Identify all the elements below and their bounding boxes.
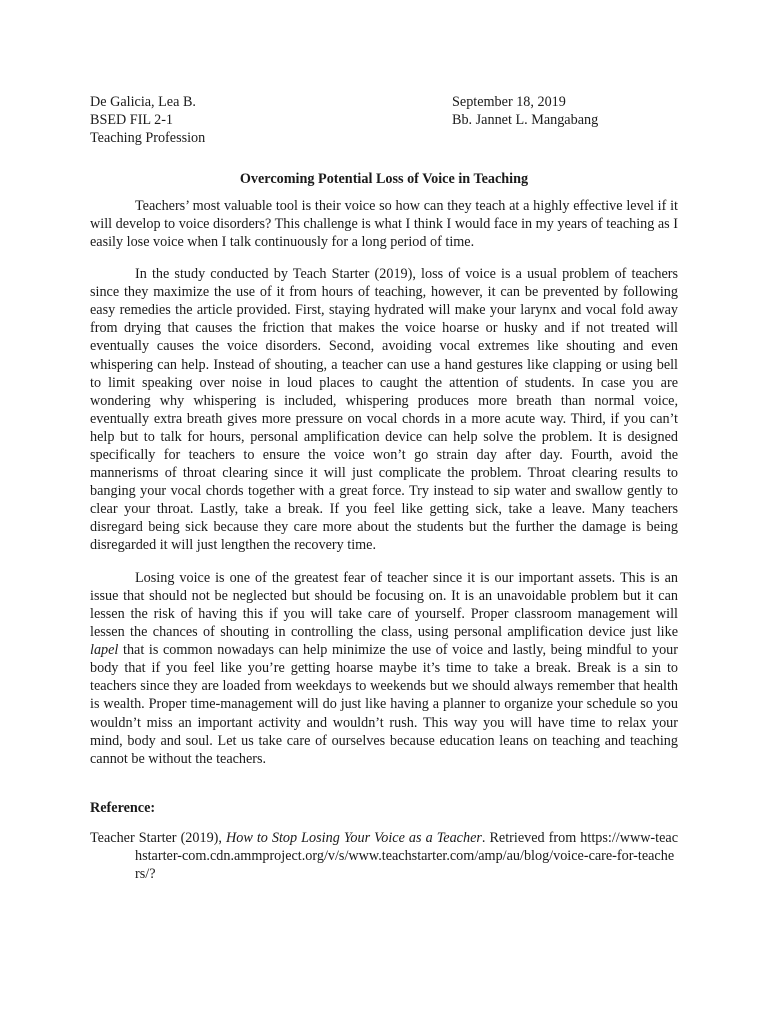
document-page: [90, 93, 678, 883]
document-header: [90, 93, 678, 148]
reference-retrieved: . Retrieved from: [481, 829, 581, 846]
paragraph-3-text-end: that is common nowadays can help minimize the use of voice and lastly, being mindful to your body that if you feel like you’re getting hoarse maybe it’s time to take a break. Break is a sin to teachers since they are loaded from weekdays to weekends but we should always remember that health is wealth. Proper time-management will do just like having a planner to organize your schedule so you wouldn’t miss an important activity and wouldn’t rush. This way you will have time to relax your mind, body and soul. Let us take care of ourselves because education leans on teaching and teaching cannot be without the teachers.: [90, 642, 678, 767]
student-section: BSED FIL 2-1: [90, 112, 174, 129]
student-info: [90, 93, 452, 148]
reference-title: How to Stop Losing Your Voice as a Teacher: [225, 829, 482, 846]
instructor-name: Bb. Jannet L. Mangabang: [452, 112, 599, 129]
reference-heading: Reference:: [90, 799, 156, 816]
submission-date: September 18, 2019: [452, 94, 566, 110]
student-name: De Galicia, Lea B.: [90, 94, 196, 110]
paragraph-3-text-start: Losing voice is one of the greatest fear of teacher since it is our important assets. This is an issue that should not be neglected but should be focusing on. It is an unavoidable problem but it can lessen the risk of having this if you will take care of yourself. Proper classroom management will lessen the chances of shouting in controlling the class, using personal amplification device just like: [90, 569, 678, 641]
paragraph-3-italic-term: lapel: [90, 642, 119, 659]
paragraph-2: In the study conducted by Teach Starter (2019), loss of voice is a usual problem of teachers since they maximize the use of it from hours of teaching, however, it can be prevented by following easy remedies the article provided. First, staying hydrated will make your larynx and vocal fold away from drying that causes the friction that makes the voice hoarse or husky and if not treated will eventually causes the voice disorders. Second, avoiding vocal extremes like shouting and even whispering can help. Instead of shouting, a teacher can use a hand gestures like clapping or using bell to limit speaking over noise in loud places to caught the attention of students. In case you are wondering why whispering is included, whispering produces more breath than normal voice, eventually extra breath gives more pressure on vocal chords in a more acute way. Third, if you can’t help but to talk for hours, personal amplification device can help solve the problem. It is designed specifically for teachers to ensure the voice won’t go strain day after day. Fourth, avoid the mannerisms of throat clearing since it will just complicate the problem. Throat clearing results to banging your vocal chords together with a great force. Try instead to sip water and swallow gently to clear your throat. Lastly, take a break. If you feel like getting sick, take a leave. Many teachers disregard being sick because they care more about the students but the further the damage is being disregarded it will just lengthen the recovery time.: [90, 266, 678, 554]
course-name: Teaching Profession: [90, 130, 206, 147]
reference-author: Teacher Starter (2019),: [90, 829, 226, 846]
reference-url: https://www-teachstarter-com.cdn.ammproject.org/v/s/www.teachstarter.com/amp/au/blog/voice-care-for-teachers/?: [135, 829, 678, 882]
essay-title: Overcoming Potential Loss of Voice in Teaching: [239, 170, 529, 187]
paragraph-3: [90, 569, 678, 768]
reference-entry: [90, 829, 678, 883]
paragraph-1: Teachers’ most valuable tool is their voice so how can they teach at a highly effective level if it will develop to voice disorders? This challenge is what I think I would face in my years of teaching as I easily lose voice when I talk continuously for a long period of time.: [90, 197, 678, 250]
submission-info: [452, 93, 678, 148]
